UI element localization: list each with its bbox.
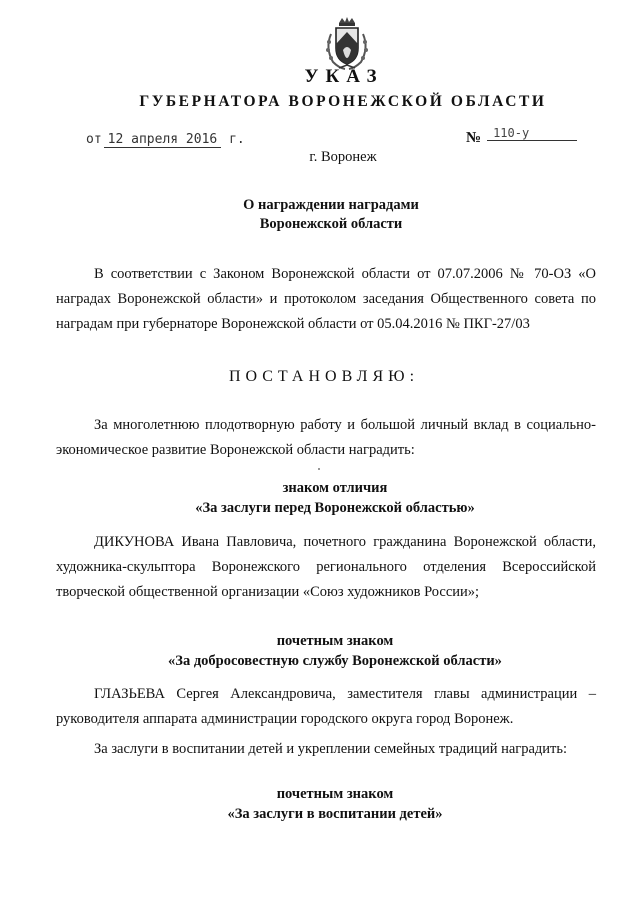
scan-speck xyxy=(318,468,320,470)
award-3-name: «За заслуги в воспитании детей» xyxy=(227,806,443,822)
basis-paragraph: В соответствии с Законом Воронежской области от 07.07.2006 № 70-ОЗ «О наградах Воронежской области» и протоколом заседания Общественного совета по наградам при губернаторе Воронежской области от 05.04.2016 № ПКГ-27/03 xyxy=(56,266,596,332)
children-intro-paragraph: За заслуги в воспитании детей и укреплении семейных традиций наградить: xyxy=(94,741,568,757)
number-line xyxy=(466,126,577,147)
coat-of-arms-icon xyxy=(317,14,377,74)
intro-paragraph: За многолетнюю плодотворную работу и большой личный вклад в социально-экономическое развитие Воронежской области наградить: xyxy=(56,417,596,458)
recipient-1-paragraph: ДИКУНОВА Ивана Павловича, почетного гражданина Воронежской области, художника-скульптора Воронежского регионального отделения Всероссийской творческой общественной организации «Союз художников России»; xyxy=(56,534,596,600)
award-heading-1 xyxy=(0,478,640,518)
decree-word: ПОСТАНОВЛЯЮ: xyxy=(228,368,420,385)
recipient-2-paragraph: ГЛАЗЬЕВА Сергея Александровича, заместителя главы администрации – руководителя аппарата администрации городского округа город Воронеж. xyxy=(56,686,596,727)
award-1-name: «За заслуги перед Воронежской областью» xyxy=(195,500,475,516)
city: г. Воронеж xyxy=(309,149,377,165)
document-subtitle: ГУБЕРНАТОРА ВОРОНЕЖСКОЙ ОБЛАСТИ xyxy=(139,93,547,110)
subject-line-1: О награждении наградами xyxy=(243,197,419,213)
date-suffix: г. xyxy=(229,132,245,147)
award-1-type: знаком отличия xyxy=(282,480,388,496)
subject-line-2: Воронежской области xyxy=(259,216,403,232)
number-value: 110-у xyxy=(487,126,577,141)
number-label: № xyxy=(466,130,482,146)
award-heading-3 xyxy=(0,784,640,824)
award-2-type: почетным знаком xyxy=(276,633,394,649)
date-value: 12 апреля 2016 xyxy=(104,132,222,148)
date-prefix: от xyxy=(86,132,102,147)
subject-heading xyxy=(0,196,640,234)
award-2-name: «За добросовестную службу Воронежской области» xyxy=(168,653,502,669)
award-3-type: почетным знаком xyxy=(276,786,394,802)
date-line xyxy=(86,132,245,148)
award-heading-2 xyxy=(0,631,640,671)
document-title: УКАЗ xyxy=(304,66,384,87)
